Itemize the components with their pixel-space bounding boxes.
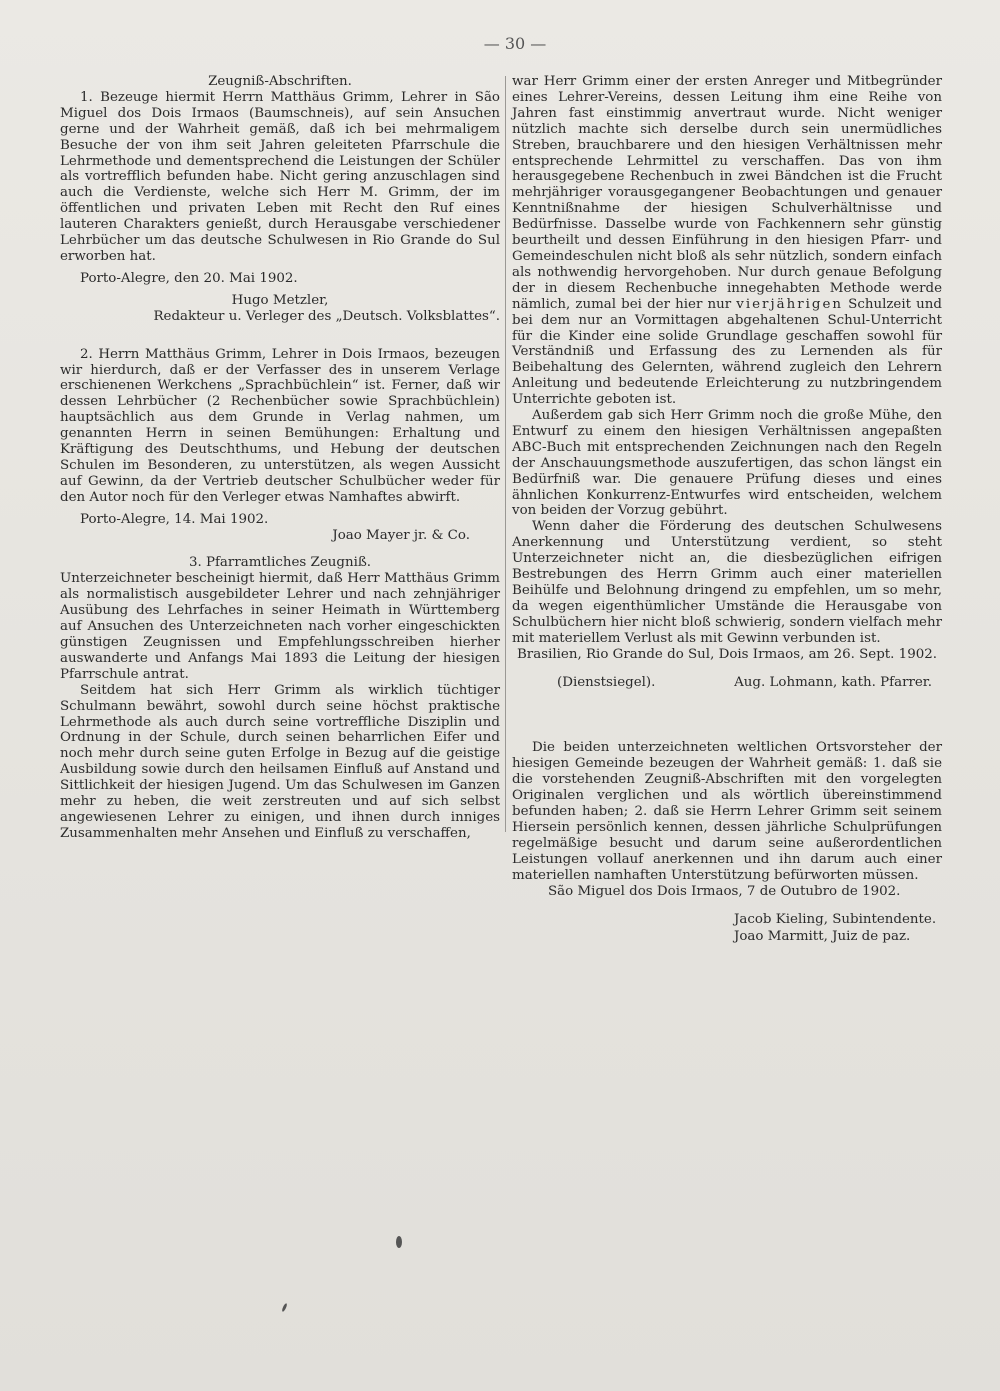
certificate-2-text: 2. Herrn Matthäus Grimm, Lehrer in Dois Irmaos, bezeugen wir hierdurch, daß er der Verfasser des in unserem Verlage erschienenen Werkchens „Sprachbüchlein“ ist. Ferner, daß wir dessen Lehrbücher (2 Rechenbücher sowie Sprachbüchlein) hauptsächlich aus dem Grunde in Verlag nahmen, um genannten Herrn in seinen Bemühungen: Erhaltung und Kräftigung des Deutschthums, und Hebung der deutschen Schulen im Besonderen, zu unterstützen, als wegen Aussicht auf Gewinn, da der Vertrieb deutscher Schulbücher weder für den Autor noch für den Verleger etwas Namhaftes abwirft. — [60, 346, 500, 505]
ink-blot — [396, 1236, 402, 1248]
certificate-1-role: Redakteur u. Verleger des „Deutsch. Volksblattes“. — [153, 308, 500, 324]
place-date: Brasilien, Rio Grande do Sul, Dois Irmaos, am 26. Sept. 1902. — [516, 646, 938, 662]
right-paragraph-2: Außerdem gab sich Herr Grimm noch die große Mühe, den Entwurf zu einem den hiesigen Verhältnissen angepaßten ABC-Buch mit entsprechenden Zeichnungen nach den Regeln der Anschauungsmethode auszufertigen, das schon längst ein Bedürfniß war. Die genauere Prüfung dieses und eines ähnlichen Konkurrenz-Entwurfes wird entscheiden, welchem von beiden der Vorzug gebührt. — [512, 408, 942, 519]
certificate-3-heading: 3. Pfarramtliches Zeugniß. — [188, 555, 372, 571]
right-paragraph-1-text: war Herr Grimm einer der ersten Anreger und Mitbegründer eines Lehrer-Vereins, dessen Leitung ihm eine Reihe von Jahren fast einstimmig anvertraut wurde. Nicht weniger nützlich machte sich derselbe durch sein unermüdliches Streben, brauchbarere und den hiesigen Verhältnissen mehr entsprechende Lehrmittel zu verschaffen. Das von ihm herausgegebene Rechenbuch in zwei Bändchen ist die Frucht mehrjähriger vorausgegangener Beobachtungen und genauer Kenntnißnahme der hiesigen Schulverhältnisse und Bedürfnisse. Dasselbe wurde von Fachkennern sehr günstig beurtheilt und dessen Einführung in den hiesigen Pfarr- und Gemeindeschulen nicht bloß als sehr nützlich, sondern einfach als nothwendig hervorgehoben. Nur durch genaue Befolgung der in diesem Rechenbuche innegehabten Methode werde nämlich, zumal bei der hier nur — [512, 74, 942, 312]
pastor-signature: Aug. Lohmann, kath. Pfarrer. — [734, 674, 932, 690]
attestation-paragraph: Die beiden unterzeichneten weltlichen Ortsvorsteher der hiesigen Gemeinde bezeugen der Wahrheit gemäß: 1. daß sie die vorstehenden Zeugniß-Abschriften mit den vorgelegten Originalen verglichen und als wörtlich übereinstimmend befunden haben; 2. daß sie Herrn Lehrer Grimm seit seinem Hiersein persönlich kennen, dessen jährliche Schulprüfungen regelmäßige besucht und darum seine außerordentlichen Leistungen vollauf anerkennen und ihn darum auch einer materiellen namhaften Unterstützung befürworten müssen. — [512, 740, 942, 883]
official-seal: (Dienstsiegel). — [557, 674, 656, 690]
right-column — [512, 74, 942, 947]
section-heading: Zeugniß-Abschriften. — [208, 74, 352, 89]
right-paragraph-3: Wenn daher die Förderung des deutschen Schulwesens Anerkennung und Unterstützung verdient, so steht Unterzeichneter nicht an, die diesbezüglichen eifrigen Bestrebungen des Herrn Grimm auch einer materiellen Beihülfe und Belohnung dringend zu empfehlen, um so mehr, da wegen eigenthümlicher Umstände die Herausgabe von Schulbüchern hier nicht bloß schwierig, sondern vielfach mehr mit materiellem Verlust als mit Gewinn verbunden ist. — [512, 519, 942, 646]
official-signatures — [512, 912, 942, 946]
right-paragraph-1-end: Schulzeit und bei dem nur an Vormittagen abgehaltenen Schul-Unterricht für die Kinder eine solide Grundlage geschaffen sowohl für Verständniß und Erfassung des zu Lernenden als für Beibehaltung des Gelernten, während zugleich den Lehrern Anleitung und bedeutende Erleichterung zu nutzbringendem Unterrichte geboten ist. — [512, 296, 942, 408]
signature-juiz-de-paz: Joao Marmitt, Juiz de paz. — [734, 929, 911, 945]
certificate-2-signer: Joao Mayer jr. & Co. — [332, 527, 470, 543]
ink-mark — [281, 1303, 288, 1312]
pastor-signature-line — [512, 675, 942, 691]
certificate-1-signer: Hugo Metzler, — [231, 292, 329, 308]
certificate-3-paragraph-1: Unterzeichneter bescheinigt hiermit, daß Herr Matthäus Grimm als normalistisch ausgebildeter Lehrer und nach zehnjähriger Ausübung des Lehrfaches in seiner Heimath in Württemberg auf Ansuchen des Unterzeichneten nach vorher eingeschickten günstigen Zeugnissen und Empfehlungsschreiben hierher auswanderte und Anfangs Mai 1893 die Leitung der hiesigen Pfarrschule antrat. — [60, 571, 500, 682]
emphasis-word: vierjährigen — [736, 296, 844, 312]
certificate-1-text: 1. Bezeuge hiermit Herrn Matthäus Grimm, Lehrer in São Miguel dos Dois Irmaos (Baumschneis), auf sein Ansuchen gerne und der Wahrheit gemäß, daß ich bei mehrmaligem Besuche der von ihm seit Jahren geleiteten Pfarrschule die Lehrmethode und dementsprechend die Leistungen der Schüler als vortrefflich befunden habe. Nicht gering anzuschlagen sind auch die Verdienste, welche sich Herr M. Grimm, der im öffentlichen und privaten Leben mit Recht den Ruf eines lauteren Charakters genießt, durch Herausgabe verschiedener Lehrbücher um das deutsche Schulwesen in Rio Grande do Sul erworben hat. — [60, 89, 500, 264]
right-paragraph-1 — [512, 74, 942, 408]
attestation-date: São Miguel dos Dois Irmaos, 7 de Outubro de 1902. — [548, 883, 901, 899]
signature-subintendente: Jacob Kieling, Subintendente. — [734, 911, 937, 927]
column-divider — [505, 76, 506, 832]
left-column — [60, 74, 500, 842]
page-number: — 30 — — [483, 34, 547, 53]
certificate-2-date: Porto-Alegre, 14. Mai 1902. — [80, 511, 269, 527]
certificate-1-date: Porto-Alegre, den 20. Mai 1902. — [80, 270, 298, 286]
certificate-3-paragraph-2: Seitdem hat sich Herr Grimm als wirklich tüchtiger Schulmann bewährt, sowohl durch seine höchst praktische Lehrmethode als auch durch seine vortreffliche Disziplin und Ordnung in der Schule, durch seinen beharrlichen Eifer und noch mehr durch seine guten Erfolge in Bezug auf die geistige Ausbildung sowie durch den heilsamen Einfluß auf Anstand und Sittlichkeit der hiesigen Jugend. Um das Schulwesen im Ganzen mehr zu heben, die weit zerstreuten und auf sich selbst angewiesenen Lehrer zu einigen, und ihnen durch inniges Zusammenhalten mehr Ansehen und Einfluß zu verschaffen, — [60, 682, 500, 841]
